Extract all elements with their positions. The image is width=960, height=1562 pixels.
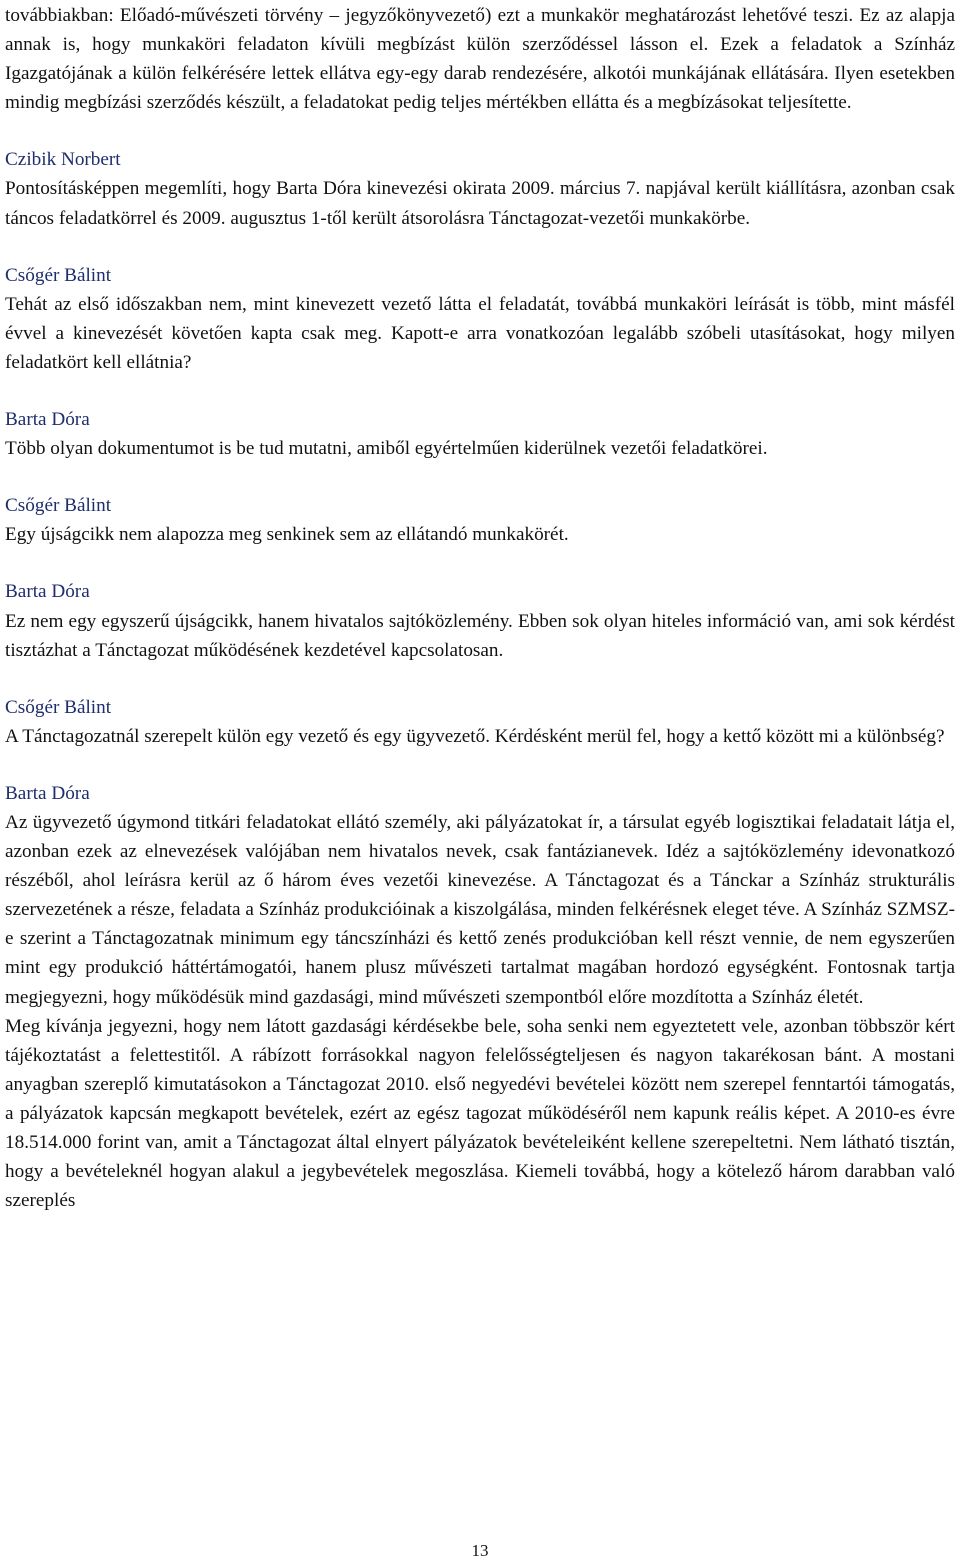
document-page	[5, 1, 955, 1243]
speaker-name: Csőgér Bálint	[5, 264, 112, 286]
paragraph-text: Ez nem egy egyszerű újságcikk, hanem hivatalos sajtóközlemény. Ebben sok olyan hiteles információ van, ami sok kérdést tisztázhat a Tánctagozat működésének kezdetével kapcsolatosan.	[5, 610, 955, 661]
speaker-name: Barta Dóra	[5, 782, 90, 804]
page-number: 13	[471, 1541, 489, 1560]
paragraph-text: A Tánctagozatnál szerepelt külön egy vezető és egy ügyvezető. Kérdésként merül fel, hogy a kettő között mi a különbség?	[5, 725, 945, 747]
transcript-block	[5, 1, 955, 117]
paragraph-text: Pontosításképpen megemlíti, hogy Barta Dóra kinevezési okirata 2009. március 7. napjával került kiállításra, azonban csak táncos feladatkörrel és 2009. augusztus 1-től került átsorolásra Tánctagozat-vezetői munkakörbe.	[5, 178, 955, 229]
paragraph-text: Meg kívánja jegyezni, hogy nem látott gazdasági kérdésekbe bele, soha senki nem egyeztetett vele, azonban többször kért tájékoztatást a felettestitől. A rábízott forrásokkal nagyon felelősségteljesen és nagyon takarékosan bánt. A mostani anyagban szereplő kimutatásokon a Tánctagozat 2010. első negyedévi bevételei között nem szerepel fenntartói támogatás, a pályázatok kapcsán megkapott bevételek, ezért az egész tagozat működéséről nem kapunk reális képet. A 2010-es évre 18.514.000 forint van, amit a Tánctagozat által elnyert pályázatok bevételeiként kellene szerepeltetni. Nem látható tisztán, hogy a bevételeknél hogyan alakul a jegybevételek megoszlása. Kiemeli továbbá, hogy a kötelező három darabban való szereplés	[5, 1015, 955, 1212]
transcript-block	[5, 1012, 955, 1216]
paragraph-text: továbbiakban: Előadó-művészeti törvény – jegyzőkönyvezető) ezt a munkakör meghatározást lehetővé teszi. Ez az alapja annak is, hogy munkaköri feladaton kívüli megbízást külön szerződéssel lásson el. Ezek a feladatok a Színház Igazgatójának a külön felkérésére lettek ellátva egy-egy darab rendezésére, alkotói munkájának ellátására. Ilyen esetekben mindig megbízási szerződés készült, a feladatokat pedig teljes mértékben ellátta és a megbízásokat teljesítette.	[5, 5, 955, 114]
speaker-name: Czibik Norbert	[5, 149, 121, 171]
paragraph-text: Több olyan dokumentumot is be tud mutatni, amiből egyértelműen kiderülnek vezetői feladatkörei.	[5, 438, 768, 460]
transcript-block	[5, 693, 955, 751]
transcript-block	[5, 145, 955, 232]
transcript-block	[5, 261, 955, 377]
paragraph-text: Az ügyvezető úgymond titkári feladatokat ellátó személy, aki pályázatokat ír, a társulat egyéb logisztikai feladatait látja el, azonban ezek az elnevezések valójában nem hivatalos nevek, csak fantázianevek. Idéz a sajtóközlemény idevonatkozó részéből, ahol leírásra kerül az ő három éves vezetői kinevezése. A Tánctagozat és a Tánckar a Színház strukturális szervezetének a része, feladata a Színház produkcióinak a kiszolgálása, minden felkérésnek eleget téve. A Színház SZMSZ-e szerint a Tánctagozatnak minimum egy táncszínházi és kettő zenés produkcióban kell részt vennie, de nem egyszerűen mint egy produkció háttértámogatói, hanem plusz művészeti tartalmat magában hordozó egységként. Fontosnak tartja megjegyezni, hogy működésük mind gazdasági, mind művészeti szempontból előre mozdította a Színház életét.	[5, 811, 955, 1008]
speaker-name: Barta Dóra	[5, 409, 90, 431]
speaker-name: Barta Dóra	[5, 581, 90, 603]
transcript-block	[5, 577, 955, 664]
speaker-name: Csőgér Bálint	[5, 495, 112, 517]
speaker-name: Csőgér Bálint	[5, 696, 112, 718]
paragraph-text: Egy újságcikk nem alapozza meg senkinek sem az ellátandó munkakörét.	[5, 524, 569, 546]
transcript-block	[5, 779, 955, 1012]
transcript-block	[5, 491, 955, 549]
paragraph-text: Tehát az első időszakban nem, mint kinevezett vezető látta el feladatát, továbbá munkaköri leírását is több, mint másfél évvel a kinevezését követően kapta csak meg. Kapott-e arra vonatkozóan legalább szóbeli utasításokat, hogy milyen feladatkört kell ellátnia?	[5, 293, 955, 373]
transcript-block	[5, 405, 955, 463]
transcript-body	[5, 1, 955, 1215]
